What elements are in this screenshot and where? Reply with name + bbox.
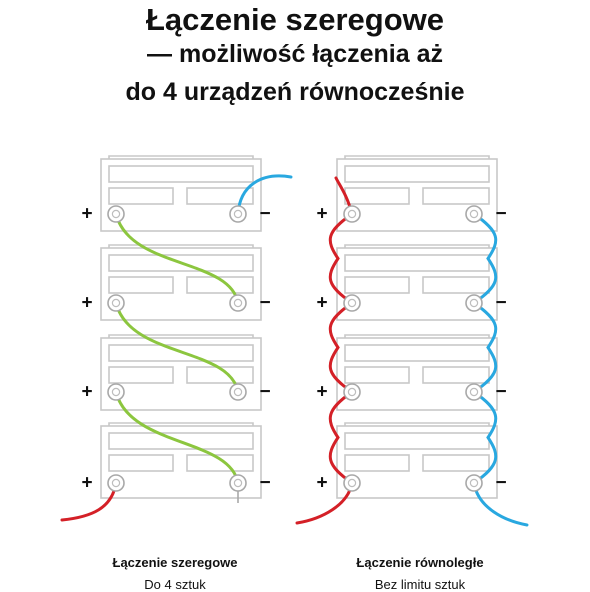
subtitle-line-1: — możliwość łączenia aż: [147, 40, 443, 68]
battery-terminal: [344, 295, 360, 311]
series-link-wire: [116, 303, 238, 392]
minus-sign: −: [259, 203, 271, 225]
battery-left-slot: [109, 367, 173, 383]
battery-terminal: [466, 206, 482, 222]
battery-top-slot: [109, 166, 253, 182]
subtitle-line-2: do 4 urządzeń równocześnie: [125, 78, 465, 106]
terminal-bolt: [112, 210, 119, 217]
plus-sign: +: [316, 292, 328, 314]
battery-left-slot: [109, 455, 173, 471]
battery-terminal: [466, 384, 482, 400]
terminal-bolt: [470, 299, 477, 306]
battery-top-slot: [345, 345, 489, 361]
battery-left-slot: [345, 188, 409, 204]
minus-sign: −: [259, 381, 271, 403]
battery-terminals: [108, 203, 482, 503]
battery-right-slot: [423, 455, 489, 471]
connection-wires: [62, 176, 527, 525]
terminal-bolt: [234, 210, 241, 217]
battery-left-slot: [345, 277, 409, 293]
battery-terminal: [108, 475, 124, 491]
battery-top-slot: [345, 433, 489, 449]
battery-terminal: [466, 475, 482, 491]
battery-terminal: [230, 206, 246, 222]
battery-terminal: [230, 295, 246, 311]
plus-sign: +: [81, 472, 93, 494]
minus-sign: −: [495, 472, 507, 494]
series-caption-title: Łączenie szeregowe: [112, 555, 238, 570]
battery-right-slot: [423, 367, 489, 383]
battery-left-slot: [345, 455, 409, 471]
minus-sign: −: [495, 292, 507, 314]
plus-sign: +: [81, 292, 93, 314]
battery-top-slot: [345, 166, 489, 182]
minus-sign: −: [495, 203, 507, 225]
battery-left-slot: [109, 277, 173, 293]
plus-sign: +: [81, 381, 93, 403]
battery-terminal: [344, 206, 360, 222]
battery-right-slot: [423, 188, 489, 204]
terminal-bolt: [470, 479, 477, 486]
plus-sign: +: [81, 203, 93, 225]
battery-terminal: [344, 384, 360, 400]
terminal-bolt: [348, 388, 355, 395]
terminal-bolt: [348, 479, 355, 486]
terminal-bolt: [112, 479, 119, 486]
battery-terminal: [230, 384, 246, 400]
battery-terminal: [466, 295, 482, 311]
battery-terminal: [230, 475, 246, 491]
battery-terminal: [108, 295, 124, 311]
main-title: Łączenie szeregowe: [145, 2, 445, 37]
series-link-wire: [116, 214, 238, 303]
battery-right-slot: [423, 277, 489, 293]
terminal-bolt: [112, 299, 119, 306]
terminal-bolt: [348, 210, 355, 217]
minus-sign: −: [259, 472, 271, 494]
terminal-bolt: [470, 388, 477, 395]
battery-left-slot: [109, 188, 173, 204]
terminal-bolt: [348, 299, 355, 306]
terminal-bolt: [234, 388, 241, 395]
plus-sign: +: [316, 203, 328, 225]
terminal-bolt: [234, 299, 241, 306]
parallel-caption-title: Łączenie równoległe: [356, 555, 484, 570]
battery-left-slot: [345, 367, 409, 383]
battery-terminal: [344, 475, 360, 491]
parallel-caption-subtitle: Bez limitu sztuk: [374, 577, 466, 592]
plus-sign: +: [316, 472, 328, 494]
battery-terminal: [108, 384, 124, 400]
terminal-bolt: [234, 479, 241, 486]
terminal-bolt: [470, 210, 477, 217]
minus-sign: −: [259, 292, 271, 314]
plus-sign: +: [316, 381, 328, 403]
minus-sign: −: [495, 381, 507, 403]
series-link-wire: [116, 392, 238, 483]
battery-terminal: [108, 206, 124, 222]
battery-top-slot: [345, 255, 489, 271]
terminal-bolt: [112, 388, 119, 395]
series-caption-subtitle: Do 4 sztuk: [144, 577, 206, 592]
